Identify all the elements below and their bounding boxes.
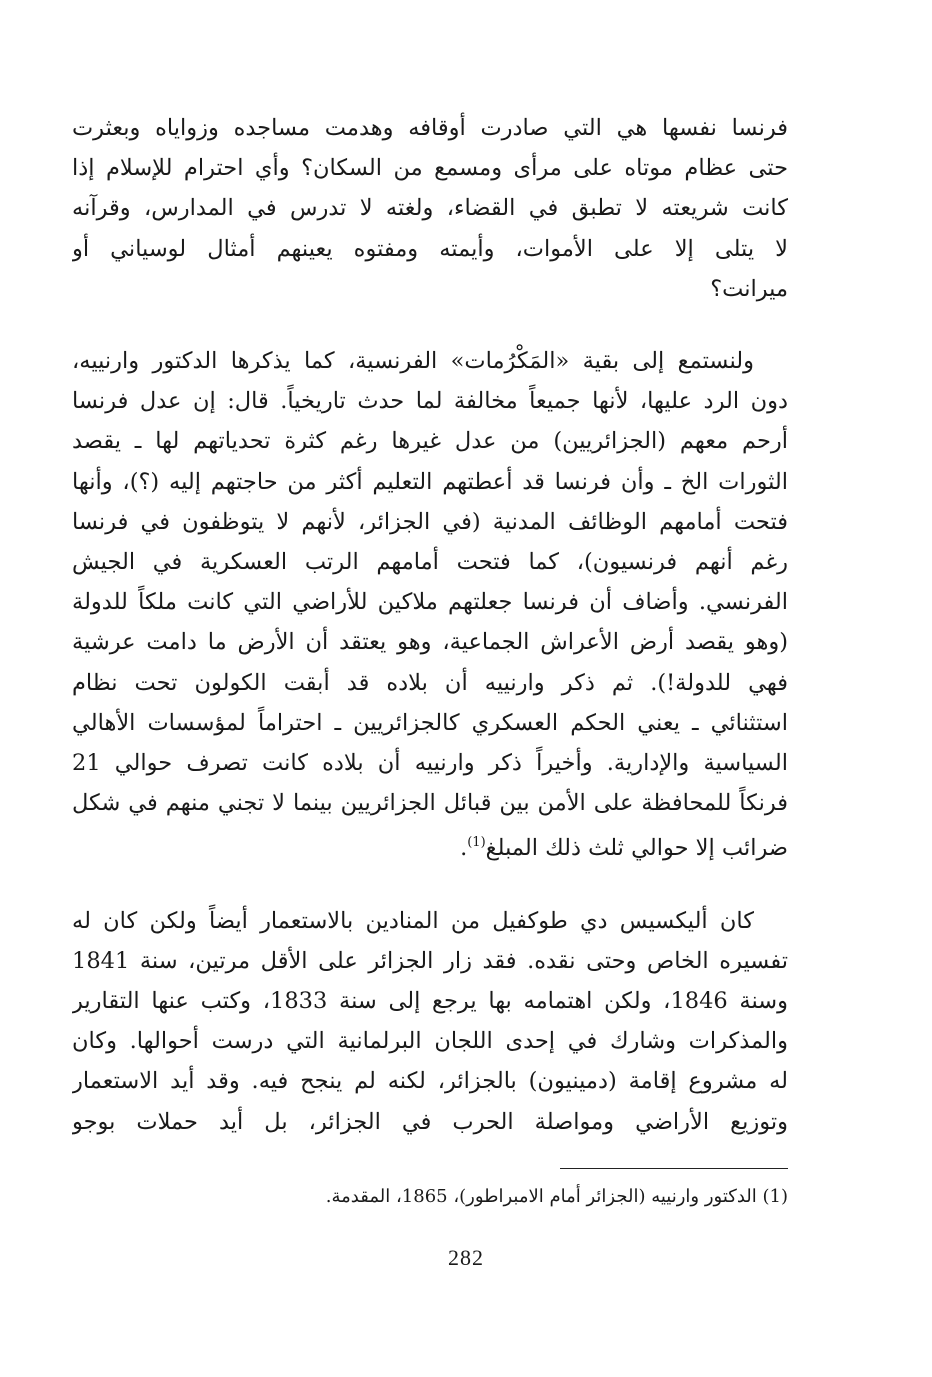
- end-mark: .: [460, 835, 468, 862]
- text-line: كانت شريعته لا تطبق في القضاء، ولغته لا تدرس في المدارس، وقرآنه: [72, 195, 788, 222]
- text-line: كان أليكسيس دي طوكفيل من المنادين بالاستعمار أيضاً ولكن كان له: [72, 907, 754, 934]
- text-line: حتى عظام موتاه على مرأى ومسمع من السكان؟ وأي احترام للإسلام إذا: [72, 155, 788, 182]
- text-line: الثورات الخ ـ وأن فرنسا قد أعطتهم التعليم أكثر من حاجتهم إليه (؟)، وأنها: [72, 468, 788, 495]
- footnote-separator: [560, 1168, 788, 1169]
- text-line: ميرانت؟: [710, 275, 788, 302]
- text-line: أرحم معهم (الجزائريين) من عدل غيرها رغم كثرة تحدياتهم لها ـ يقصد: [72, 428, 788, 455]
- footnote: [326, 1184, 788, 1210]
- text-line: وتوزيع الأراضي ومواصلة الحرب في الجزائر، بل أيد حملات بوجو: [72, 1108, 788, 1135]
- footnote-text: الدكتور وارنييه (الجزائر أمام الامبراطور)، 1865، المقدمة.: [325, 1186, 757, 1207]
- footnote-marker: (1): [762, 1186, 788, 1207]
- page-body: [72, 108, 788, 1142]
- text-line: فرنسا نفسها هي التي صادرت أوقافه وهدمت مساجده وزواياه وبعثرت: [72, 115, 788, 141]
- text-line: فهي للدولة!). ثم ذكر وارنييه أن بلاده قد أبقت الكولون تحت نظام: [72, 669, 788, 696]
- text-line: والمذكرات وشارك في إحدى اللجان البرلمانية التي درست أحوالها. وكان: [72, 1028, 788, 1055]
- paragraph-gap: [72, 309, 788, 341]
- text-line: السياسية والإدارية. وأخيراً ذكر وارنييه أن بلاده كانت تصرف حوالي 21: [72, 750, 788, 777]
- page-number: 282: [448, 1245, 484, 1270]
- paragraph-1: [72, 108, 788, 309]
- text-line: رغم أنهم فرنسيون)، كما فتحت أمامهم الرتب العسكرية في الجيش: [72, 549, 788, 576]
- text-line: فرنكاً للمحافظة على الأمن بين قبائل الجزائريين بينما لا تجني منهم في شكل: [72, 790, 788, 817]
- text-line: (وهو يقصد أرض الأعراش الجماعية، وهو يعتقد أن الأرض ما دامت عرشية: [72, 629, 788, 656]
- paragraph-3: [72, 901, 788, 1142]
- text-line: ولنستمع إلى بقية «المَكْرُمات» الفرنسية، كما يذكرها الدكتور وارنييه،: [72, 348, 754, 375]
- text-line: ضرائب إلا حوالي ثلث ذلك المبلغ: [485, 835, 788, 862]
- paragraph-2: [72, 341, 788, 869]
- text-line: تفسيره الخاص وحتى نقده. فقد زار الجزائر على الأقل مرتين، سنة 1841: [72, 947, 788, 974]
- text-line: وسنة 1846، ولكن اهتمامه بها يرجع إلى سنة 1833، وكتب عنها التقارير: [72, 988, 788, 1015]
- text-line: استثنائي ـ يعني الحكم العسكري كالجزائريين ـ احتراماً لمؤسسات الأهالي: [72, 709, 788, 736]
- text-line: لا يتلى إلا على الأموات، وأيمته ومفتوه يعينهم أمثال لوسياني أو: [72, 235, 788, 262]
- text-line: له مشروع إقامة (دمينيون) بالجزائر، لكنه لم ينجح فيه. وقد أيد الاستعمار: [72, 1068, 788, 1095]
- text-line: دون الرد عليها، لأنها جميعاً مخالفة لما حدث تاريخياً. قال: إن عدل فرنسا: [72, 388, 788, 415]
- footnote-reference[interactable]: (1): [467, 835, 486, 851]
- text-line-last: [72, 823, 788, 868]
- text-line: الفرنسي. وأضاف أن فرنسا جعلتهم ملاكين للأراضي التي كانت ملكاً للدولة: [72, 589, 788, 616]
- paragraph-gap: [72, 869, 788, 901]
- text-line: فتحت أمامهم الوظائف المدنية (في الجزائر، لأنهم لا يتوظفون في فرنسا: [72, 508, 788, 535]
